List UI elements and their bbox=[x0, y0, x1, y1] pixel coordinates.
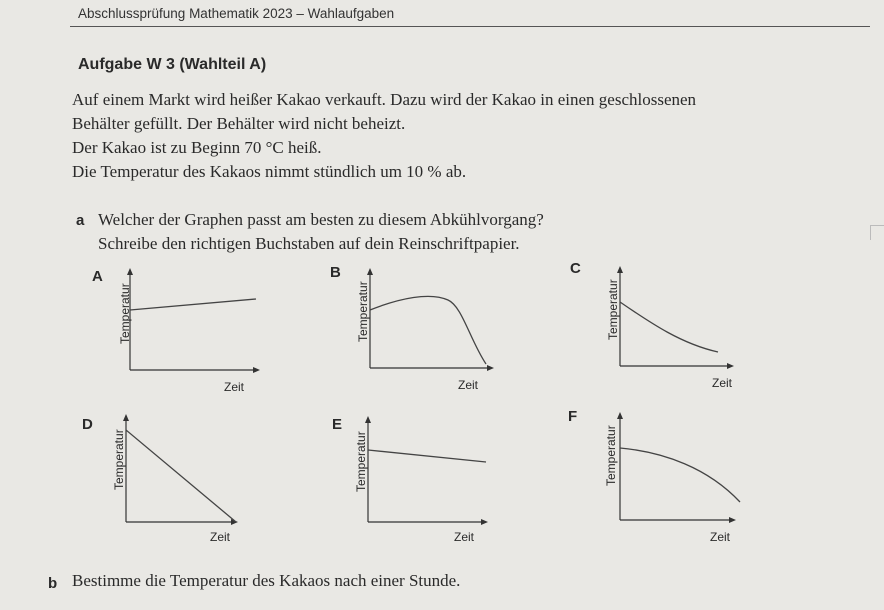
intro-line: Auf einem Markt wird heißer Kakao verkauft. Dazu wird der Kakao in einen geschlossenen bbox=[72, 90, 697, 109]
intro-line: Behälter gefüllt. Der Behälter wird nicht beheizt. bbox=[72, 114, 406, 133]
graph-y-label: Temperatur bbox=[356, 281, 370, 342]
part-a-line: Welcher der Graphen passt am besten zu diesem Abkühlvorgang? bbox=[98, 210, 544, 229]
graph-plot bbox=[568, 404, 768, 544]
task-title: Aufgabe W 3 (Wahlteil A) bbox=[78, 56, 267, 73]
graph-letter: A bbox=[92, 268, 103, 285]
graph-x-label: Zeit bbox=[458, 378, 479, 392]
graph-letter: C bbox=[570, 260, 581, 277]
graph-letter: F bbox=[568, 408, 578, 425]
intro-text bbox=[72, 88, 696, 184]
graph-y-label: Temperatur bbox=[604, 425, 618, 486]
part-b-label: b bbox=[48, 575, 58, 592]
part-a-label: a bbox=[76, 212, 85, 229]
graph-plot bbox=[330, 410, 530, 550]
exam-header: Abschlussprüfung Mathematik 2023 – Wahlaufgaben bbox=[78, 6, 395, 21]
intro-line: Die Temperatur des Kakaos nimmt stündlich um 10 % ab. bbox=[72, 162, 467, 181]
graph-letter: B bbox=[330, 264, 341, 281]
graph-y-label: Temperatur bbox=[354, 431, 368, 492]
graph-letter: D bbox=[82, 416, 93, 433]
graph-x-label: Zeit bbox=[710, 530, 731, 544]
graph-x-label: Zeit bbox=[712, 376, 733, 390]
graph-b bbox=[330, 260, 530, 400]
graph-e bbox=[330, 410, 530, 550]
graph-y-label: Temperatur bbox=[118, 283, 132, 344]
graph-a bbox=[92, 262, 292, 402]
graph-x-label: Zeit bbox=[454, 530, 475, 544]
part-a-question bbox=[98, 208, 544, 256]
graph-y-label: Temperatur bbox=[112, 429, 126, 490]
graph-plot bbox=[570, 258, 770, 398]
graph-x-label: Zeit bbox=[224, 380, 245, 394]
graph-letter: E bbox=[332, 416, 343, 433]
page-margin-mark bbox=[870, 225, 884, 240]
graph-plot bbox=[92, 262, 292, 402]
part-b-question: Bestimme die Temperatur des Kakaos nach einer Stunde. bbox=[72, 571, 461, 590]
graph-f bbox=[568, 404, 768, 544]
graph-y-label: Temperatur bbox=[606, 279, 620, 340]
graph-plot bbox=[82, 408, 282, 548]
graph-c bbox=[570, 258, 770, 398]
graph-plot bbox=[330, 260, 530, 400]
graph-d bbox=[82, 408, 282, 548]
intro-line: Der Kakao ist zu Beginn 70 °C heiß. bbox=[72, 138, 322, 157]
header-rule bbox=[70, 26, 870, 27]
graph-x-label: Zeit bbox=[210, 530, 231, 544]
part-a-line: Schreibe den richtigen Buchstaben auf dein Reinschriftpapier. bbox=[98, 234, 520, 253]
